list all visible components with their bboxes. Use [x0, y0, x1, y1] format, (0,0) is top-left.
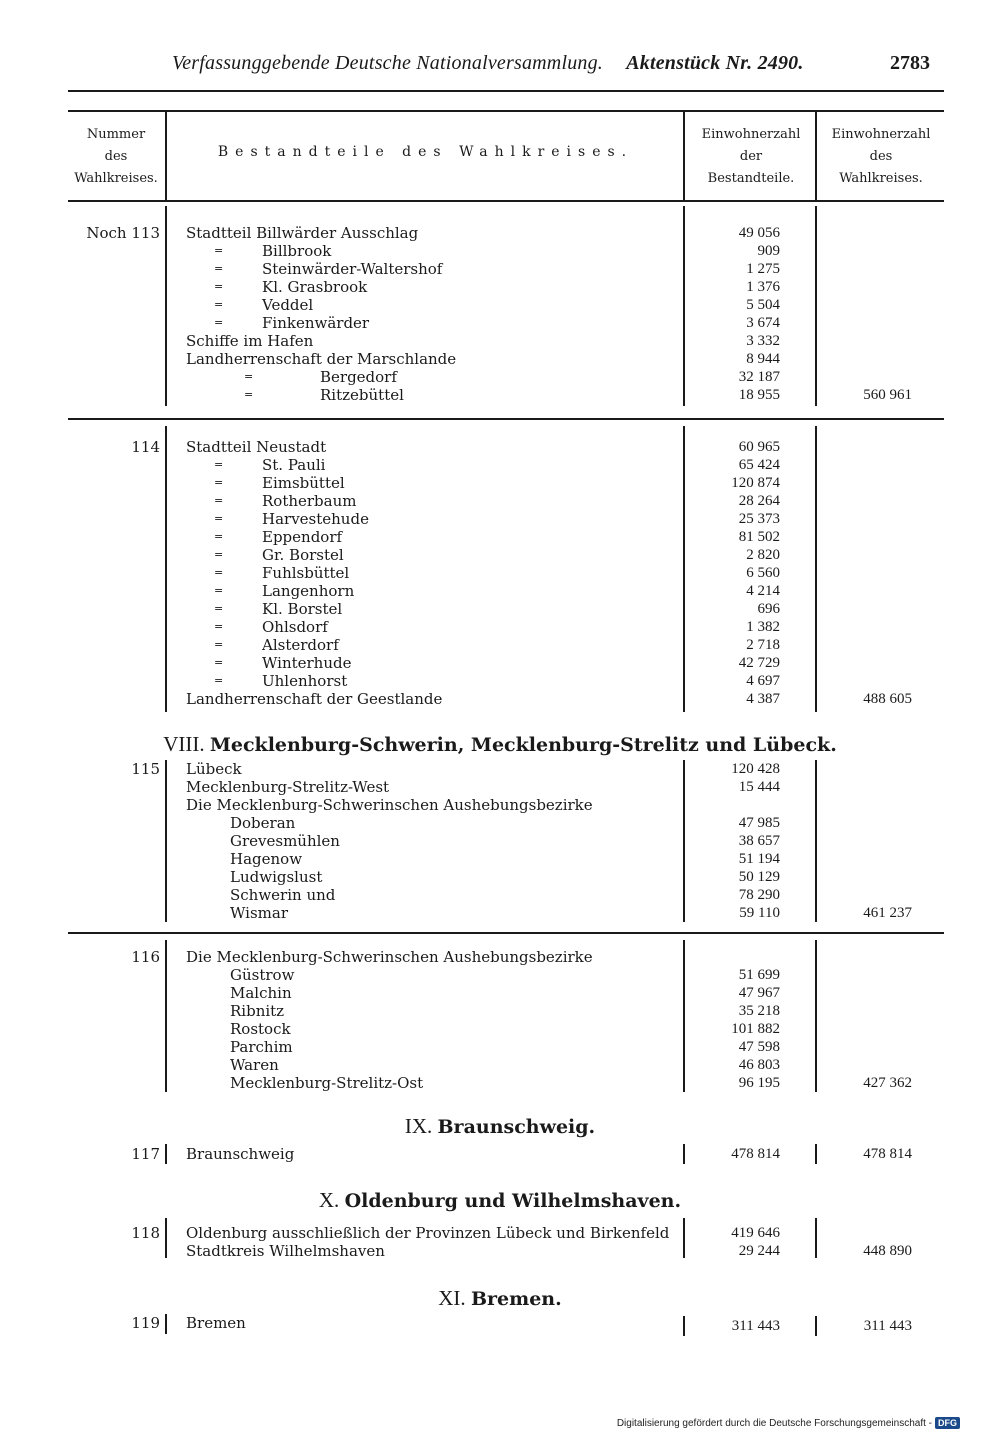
component-population: 696	[757, 601, 780, 617]
component-population: 32 187	[738, 369, 780, 385]
component-name: Hagenow	[230, 850, 303, 868]
component-population: 51 194	[738, 851, 780, 867]
component-name: Ludwigslust	[230, 868, 323, 886]
table-row	[0, 456, 1000, 474]
district-number: 115	[131, 760, 160, 778]
component-name: Stadtteil Neustadt	[186, 438, 327, 456]
ditto-mark: =	[214, 584, 224, 597]
section-title: Mecklenburg-Schwerin, Mecklenburg-Strelitz und Lübeck.	[209, 734, 837, 756]
table-row	[0, 886, 1000, 904]
table-row	[0, 546, 1000, 564]
district-total: 478 814	[863, 1146, 912, 1162]
table-row	[0, 966, 1000, 984]
component-population: 8 944	[746, 351, 780, 367]
component-population: 419 646	[731, 1225, 780, 1241]
ditto-mark: =	[214, 512, 224, 525]
component-population: 311 443	[731, 1318, 780, 1334]
table-row	[0, 1074, 1000, 1092]
credit-text: Digitalisierung gefördert durch die Deutsche Forschungsgemeinschaft -	[616, 1418, 932, 1429]
component-name: Uhlenhorst	[262, 672, 348, 690]
table-row	[0, 1224, 1000, 1242]
ditto-mark: =	[214, 316, 224, 329]
district-number: 119	[131, 1314, 160, 1332]
component-population: 909	[757, 243, 780, 259]
table-row	[0, 242, 1000, 260]
component-population: 50 129	[738, 869, 780, 885]
component-population: 15 444	[738, 779, 780, 795]
component-name: Bergedorf	[320, 368, 397, 386]
table-row	[0, 386, 1000, 404]
ditto-mark: =	[214, 476, 224, 489]
header-col-district-population: Einwohnerzahl des Wahlkreises.	[831, 127, 931, 186]
table-row	[0, 492, 1000, 510]
section-title: Oldenburg und Wilhelmshaven.	[344, 1190, 682, 1212]
component-population: 478 814	[731, 1146, 780, 1162]
component-name: Landherrenschaft der Marschlande	[186, 350, 457, 368]
component-population: 25 373	[738, 511, 780, 527]
component-population: 4 214	[746, 583, 780, 599]
component-name: Ribnitz	[230, 1002, 285, 1020]
component-population: 2 820	[746, 547, 780, 563]
district-total: 461 237	[863, 905, 912, 921]
ditto-mark: =	[214, 566, 224, 579]
table-row	[0, 850, 1000, 868]
component-population: 46 803	[738, 1057, 780, 1073]
table-row	[0, 832, 1000, 850]
component-population: 60 965	[738, 439, 780, 455]
table-row	[0, 814, 1000, 832]
component-population: 6 560	[746, 565, 780, 581]
table-row	[0, 984, 1000, 1002]
component-population: 42 729	[738, 655, 780, 671]
component-name: Gr. Borstel	[262, 546, 344, 564]
table-row	[0, 796, 1000, 814]
ditto-mark: =	[214, 620, 224, 633]
table-row	[0, 582, 1000, 600]
component-name: Alsterdorf	[262, 636, 339, 654]
district-total: 311 443	[863, 1318, 912, 1334]
component-population: 18 955	[738, 387, 780, 403]
digitization-credit	[617, 1417, 960, 1429]
component-name: Malchin	[230, 984, 292, 1002]
component-population: 96 195	[738, 1075, 780, 1091]
table-row	[0, 332, 1000, 350]
table-row	[0, 510, 1000, 528]
top-rule-thick	[68, 90, 944, 92]
ditto-mark: =	[214, 298, 224, 311]
component-name: Kl. Borstel	[262, 600, 343, 618]
block-separator	[68, 418, 944, 420]
district-total: 427 362	[863, 1075, 912, 1091]
ditto-mark: =	[214, 458, 224, 471]
table-row	[0, 904, 1000, 922]
table-row	[0, 618, 1000, 636]
component-name: Langenhorn	[262, 582, 355, 600]
component-name: Wismar	[230, 904, 288, 922]
section-numeral: XI.	[438, 1286, 466, 1310]
header-bottom-rule	[68, 200, 944, 202]
component-name: Ohlsdorf	[262, 618, 328, 636]
component-population: 3 332	[746, 333, 780, 349]
table-row	[0, 260, 1000, 278]
component-name: Doberan	[230, 814, 296, 832]
component-population: 47 598	[738, 1039, 780, 1055]
component-name: Waren	[230, 1056, 279, 1074]
component-population: 5 504	[746, 297, 780, 313]
component-population: 1 275	[746, 261, 780, 277]
section-numeral: X.	[318, 1188, 340, 1212]
component-name: Stadtteil Billwärder Ausschlag	[186, 224, 419, 242]
table-row	[0, 368, 1000, 386]
component-name: Fuhlsbüttel	[262, 564, 350, 582]
component-name: Braunschweig	[186, 1145, 295, 1163]
table-row	[0, 1242, 1000, 1260]
ditto-mark: =	[244, 370, 254, 383]
section-heading-viii	[0, 732, 1000, 757]
component-population: 81 502	[738, 529, 780, 545]
table-row	[0, 948, 1000, 966]
ditto-mark: =	[214, 244, 224, 257]
component-name: Billbrook	[262, 242, 332, 260]
component-name: Rotherbaum	[262, 492, 357, 510]
component-name: Veddel	[262, 296, 314, 314]
table-row	[0, 314, 1000, 332]
table-row	[0, 564, 1000, 582]
component-name: Mecklenburg-Strelitz-West	[186, 778, 390, 796]
component-name: Landherrenschaft der Geestlande	[186, 690, 443, 708]
ditto-mark: =	[214, 602, 224, 615]
journal-title: Verfassunggebende Deutsche Nationalversammlung.	[172, 52, 604, 74]
component-name: Kl. Grasbrook	[262, 278, 368, 296]
section-heading-ix	[0, 1114, 1000, 1139]
component-name: Güstrow	[230, 966, 295, 984]
component-population: 1 376	[746, 279, 780, 295]
table-row	[0, 672, 1000, 690]
ditto-mark: =	[214, 548, 224, 561]
table-row	[0, 1002, 1000, 1020]
section-title: Braunschweig.	[437, 1116, 596, 1138]
district-total: 488 605	[863, 691, 912, 707]
section-heading-xi	[0, 1286, 1000, 1311]
table-row	[0, 1020, 1000, 1038]
district-number: 118	[131, 1224, 160, 1242]
component-name: Ritzebüttel	[320, 386, 404, 404]
district-total: 448 890	[863, 1243, 912, 1259]
component-name: Bremen	[186, 1314, 246, 1332]
ditto-mark: =	[214, 530, 224, 543]
component-name: Eimsbüttel	[262, 474, 345, 492]
dfg-logo: DFG	[935, 1417, 960, 1429]
component-population: 59 110	[739, 905, 780, 921]
table-row	[0, 600, 1000, 618]
header-divider-2	[683, 112, 685, 200]
section-title: Bremen.	[470, 1288, 562, 1310]
table-row	[0, 528, 1000, 546]
component-name: Finkenwärder	[262, 314, 370, 332]
top-rule-thin	[68, 110, 944, 112]
component-name: Oldenburg ausschließlich der Provinzen Lübeck und Birkenfeld	[186, 1224, 670, 1242]
component-population: 65 424	[738, 457, 780, 473]
table-row	[0, 350, 1000, 368]
table-row	[0, 224, 1000, 242]
ditto-mark: =	[214, 656, 224, 669]
document-number: Aktenstück Nr. 2490.	[626, 52, 804, 74]
ditto-mark: =	[244, 388, 254, 401]
table-row	[0, 1314, 1000, 1332]
ditto-mark: =	[214, 674, 224, 687]
component-name: Grevesmühlen	[230, 832, 340, 850]
district-number: 114	[131, 438, 160, 456]
component-population: 78 290	[738, 887, 780, 903]
component-population: 28 264	[738, 493, 780, 509]
component-population: 51 699	[738, 967, 780, 983]
header-col-component-population: Einwohnerzahl der Bestandteile.	[701, 127, 801, 186]
component-population: 47 985	[738, 815, 780, 831]
table-row	[0, 438, 1000, 456]
component-population: 49 056	[738, 225, 780, 241]
header-divider-3	[815, 112, 817, 200]
table-row	[0, 278, 1000, 296]
component-population: 38 657	[738, 833, 780, 849]
component-name: Steinwärder-Waltershof	[262, 260, 443, 278]
district-number: 116	[131, 948, 160, 966]
ditto-mark: =	[214, 262, 224, 275]
header-divider-1	[165, 112, 167, 200]
table-row	[0, 868, 1000, 886]
table-row	[0, 778, 1000, 796]
page-number: 2783	[890, 52, 930, 74]
running-title	[172, 52, 804, 75]
table-row	[0, 474, 1000, 492]
component-name: Die Mecklenburg-Schwerinschen Aushebungsbezirke	[186, 948, 593, 966]
component-name: Rostock	[230, 1020, 291, 1038]
component-name: Parchim	[230, 1038, 293, 1056]
table-row	[0, 1038, 1000, 1056]
table-row	[0, 1056, 1000, 1074]
component-name: Schiffe im Hafen	[186, 332, 314, 350]
ditto-mark: =	[214, 280, 224, 293]
ditto-mark: =	[214, 494, 224, 507]
district-number: 117	[131, 1145, 160, 1163]
component-population: 4 697	[746, 673, 780, 689]
district-number: Noch 113	[86, 224, 160, 242]
section-numeral: IX.	[404, 1114, 433, 1138]
table-row	[0, 760, 1000, 778]
table-row	[0, 654, 1000, 672]
header-col-number: Nummer des Wahlkreises.	[74, 127, 158, 186]
component-name: Winterhude	[262, 654, 352, 672]
table-row	[0, 1145, 1000, 1163]
component-population: 1 382	[746, 619, 780, 635]
section-numeral: VIII.	[163, 732, 205, 756]
header-col-components: Bestandteile des Wahlkreises.	[217, 144, 634, 160]
component-population: 2 718	[746, 637, 780, 653]
component-population: 47 967	[738, 985, 780, 1001]
section-heading-x	[0, 1188, 1000, 1213]
ditto-mark: =	[214, 638, 224, 651]
component-population: 35 218	[738, 1003, 780, 1019]
district-total: 560 961	[863, 387, 912, 403]
component-population: 4 387	[746, 691, 780, 707]
table-row	[0, 296, 1000, 314]
component-name: Stadtkreis Wilhelmshaven	[186, 1242, 385, 1260]
table-row	[0, 636, 1000, 654]
table-row	[0, 690, 1000, 708]
component-name: Die Mecklenburg-Schwerinschen Aushebungsbezirke	[186, 796, 593, 814]
component-name: Mecklenburg-Strelitz-Ost	[230, 1074, 424, 1092]
component-name: Schwerin und	[230, 886, 336, 904]
component-population: 3 674	[746, 315, 780, 331]
component-population: 120 874	[731, 475, 780, 491]
block-separator	[68, 932, 944, 934]
component-name: Lübeck	[186, 760, 242, 778]
component-population: 29 244	[738, 1243, 780, 1259]
component-name: Eppendorf	[262, 528, 343, 546]
component-population: 101 882	[731, 1021, 780, 1037]
component-name: St. Pauli	[262, 456, 326, 474]
component-population: 120 428	[731, 761, 780, 777]
component-name: Harvestehude	[262, 510, 369, 528]
